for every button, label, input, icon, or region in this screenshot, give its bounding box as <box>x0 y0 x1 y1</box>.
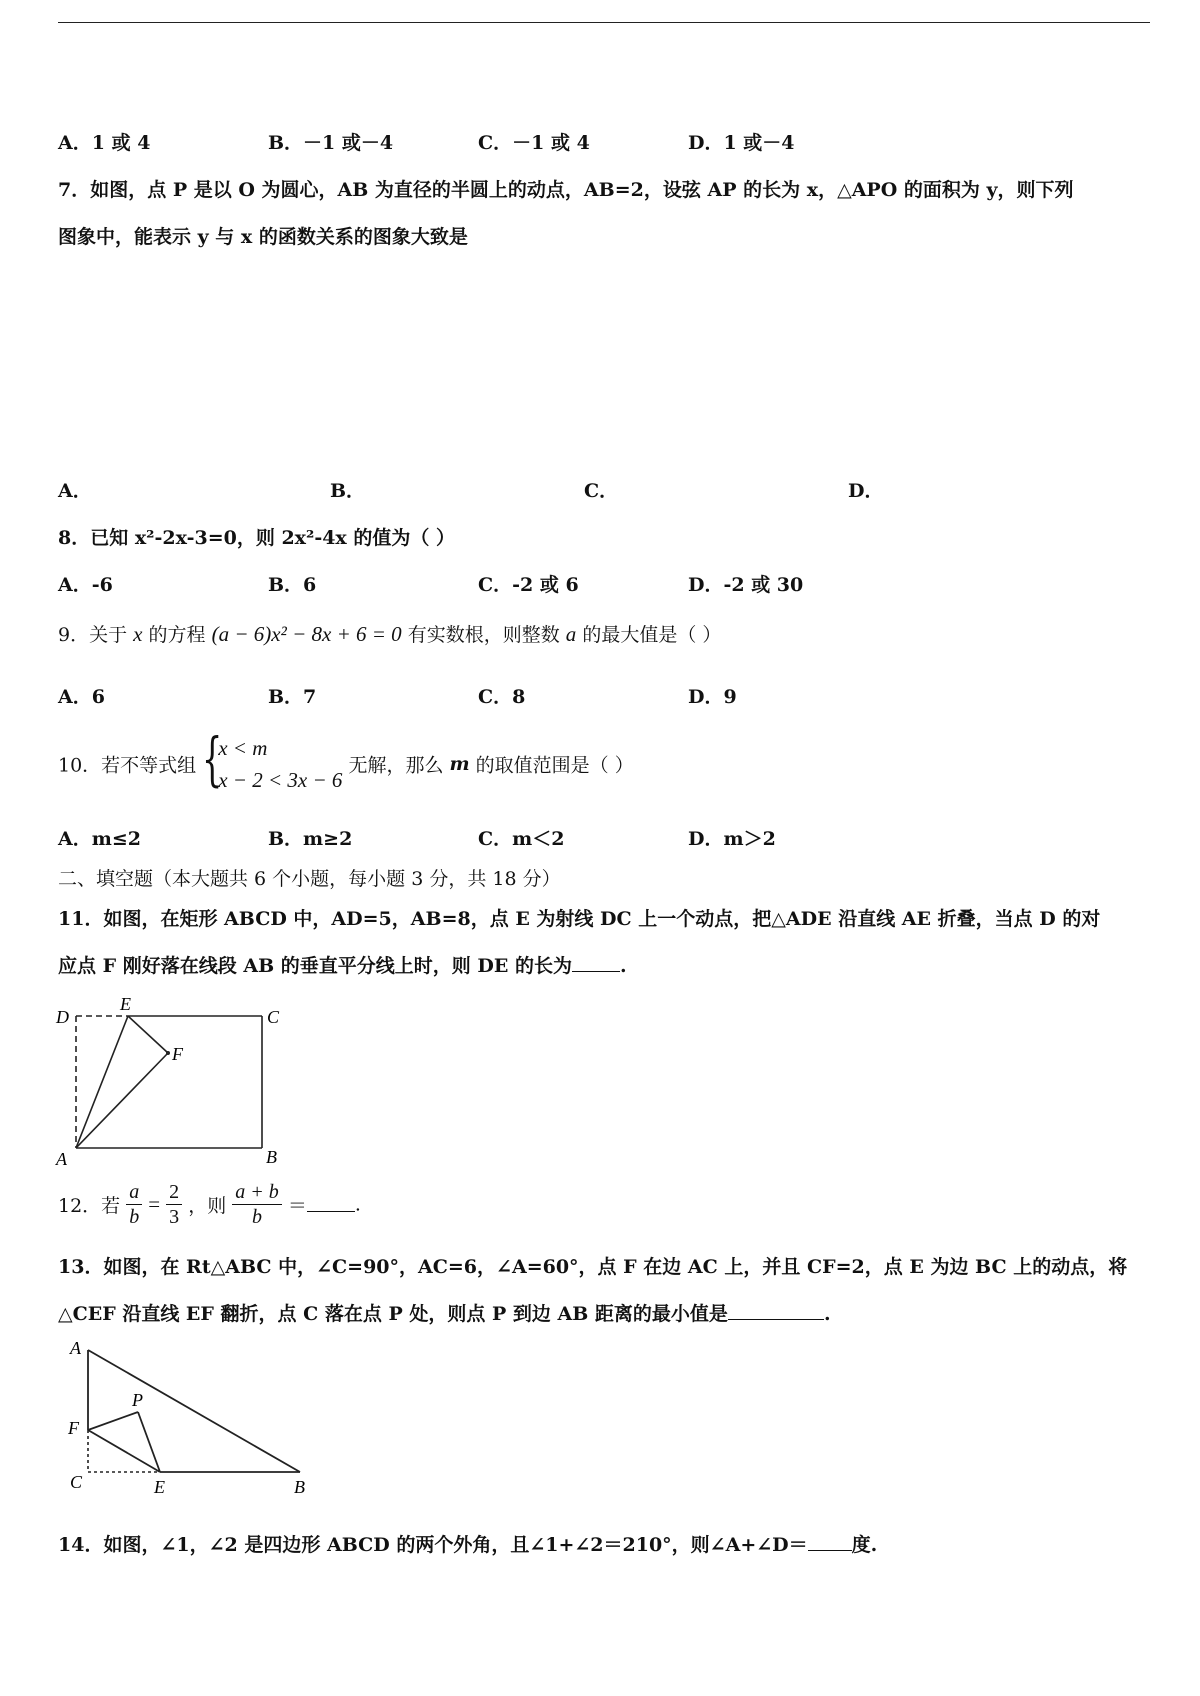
segment-ae <box>76 1016 128 1148</box>
segment-af <box>76 1053 168 1148</box>
q9-mid: 的方程 <box>148 624 206 646</box>
answer-blank <box>728 1305 824 1320</box>
q7-option-d: D． <box>848 480 884 502</box>
q11-rectangle-figure <box>52 995 292 1170</box>
segment-pe <box>138 1412 160 1472</box>
fraction-a-over-b <box>126 1180 142 1229</box>
section-title: 二、填空题（本大题共 6 个小题，每小题 3 分，共 18 分） <box>58 868 561 890</box>
label-f: F <box>68 1418 79 1438</box>
point-f <box>166 1051 170 1055</box>
q8-stem: 8．已知 x²-2x-3=0，则 2x²-4x 的值为（ ） <box>58 527 455 549</box>
q14-stem <box>58 1530 877 1557</box>
q9-option-b: B．7 <box>268 686 317 708</box>
label-c: C <box>267 1007 280 1027</box>
q13-end: . <box>823 1303 831 1325</box>
q10-option-c: C．m＜2 <box>478 828 565 850</box>
label-p: P <box>132 1390 143 1410</box>
q8-option-b: B．6 <box>268 574 317 596</box>
q9-stem <box>58 620 721 647</box>
q7-option-c: C． <box>584 480 619 502</box>
label-c: C <box>70 1472 83 1492</box>
inequality-system <box>202 725 343 796</box>
q9-option-d: D．9 <box>688 686 737 708</box>
q9-suffix: 的最大值是（ ） <box>582 624 722 646</box>
frac2-numerator: 2 <box>166 1180 182 1205</box>
q10-stem <box>58 725 634 796</box>
q9-equation: (a − 6)x² − 8x + 6 = 0 <box>211 622 402 646</box>
q13-stem-line2 <box>58 1299 831 1326</box>
q7-option-b: B． <box>330 480 366 502</box>
q8-option-d: D．-2 或 30 <box>688 574 804 596</box>
q10-suffix-b: 的取值范围是（ ） <box>475 754 634 777</box>
q11-line2-text: 应点 F 刚好落在线段 AB 的垂直平分线上时，则 DE 的长为 <box>58 955 572 977</box>
header-rule <box>58 22 1150 23</box>
q14-text: 14．如图，∠1，∠2 是四边形 ABCD 的两个外角，且∠1+∠2＝210°，则∠A+∠D＝ <box>58 1534 808 1556</box>
q9-option-c: C．8 <box>478 686 526 708</box>
q8-option-c: C．-2 或 6 <box>478 574 579 596</box>
q10-prefix: 10．若不等式组 <box>58 754 197 777</box>
q6-option-a: A．1 或 4 <box>58 132 151 154</box>
label-b: B <box>266 1147 277 1167</box>
label-d: D <box>56 1007 69 1027</box>
q9-var-x: x <box>133 622 143 646</box>
q11-end: . <box>619 955 627 977</box>
q9-var-a: a <box>565 622 577 646</box>
answer-blank <box>808 1536 852 1551</box>
q13-triangle-figure <box>60 1330 310 1510</box>
fraction-2-over-3 <box>166 1180 182 1229</box>
answer-blank <box>572 957 620 972</box>
segment-fe <box>88 1430 160 1472</box>
q6-option-d: D．1 或－4 <box>688 132 795 154</box>
q11-stem-line1: 11．如图，在矩形 ABCD 中，AD=5，AB=8，点 E 为射线 DC 上一个动点，把△ADE 沿直线 AE 折叠，当点 D 的对 <box>58 908 1101 930</box>
label-b: B <box>294 1477 305 1497</box>
frac1-numerator: a <box>126 1180 142 1205</box>
frac3-numerator: a + b <box>232 1180 282 1205</box>
q12-equals: = <box>148 1192 161 1216</box>
q7-stem-line2: 图象中，能表示 y 与 x 的函数关系的图象大致是 <box>58 226 468 248</box>
q10-inequality-2: x − 2 < 3x − 6 <box>218 768 343 792</box>
frac3-denominator: b <box>252 1206 263 1228</box>
label-f: F <box>172 1044 183 1064</box>
left-brace-icon: { <box>202 725 223 793</box>
frac1-denominator: b <box>129 1206 140 1228</box>
q8-option-a: A．-6 <box>58 574 113 596</box>
q12-stem <box>58 1180 361 1229</box>
segment-ef <box>128 1016 168 1053</box>
q7-stem-line1: 7．如图，点 P 是以 O 为圆心，AB 为直径的半圆上的动点，AB=2，设弦 AP 的长为 x，△APO 的面积为 y，则下列 <box>58 179 1074 201</box>
q10-inequality-1: x < m <box>218 736 268 760</box>
q14-end: 度. <box>851 1534 878 1556</box>
q11-stem-line2 <box>58 951 627 978</box>
q13-stem-line1: 13．如图，在 Rt△ABC 中，∠C=90°，AC=6，∠A=60°，点 F 在边 AC 上，并且 CF=2，点 E 为边 BC 上的动点，将 <box>58 1256 1128 1278</box>
q10-option-a: A．m≤2 <box>58 828 141 850</box>
q6-option-c: C．－1 或 4 <box>478 132 590 154</box>
q7-option-a: A． <box>58 480 92 502</box>
segment-fp <box>88 1412 138 1430</box>
segment-ab <box>88 1350 300 1472</box>
q9-option-a: A．6 <box>58 686 105 708</box>
q12-mid: ，则 <box>188 1195 227 1217</box>
q6-option-b: B．－1 或－4 <box>268 132 394 154</box>
q12-end: . <box>354 1193 361 1216</box>
label-e: E <box>154 1477 165 1497</box>
label-a: A <box>70 1338 81 1358</box>
q12-prefix: 12．若 <box>58 1195 121 1217</box>
answer-blank <box>307 1197 355 1212</box>
fraction-a-plus-b-over-b <box>232 1180 282 1229</box>
frac2-denominator: 3 <box>169 1206 180 1228</box>
label-e: E <box>120 995 131 1014</box>
q10-option-b: B．m≥2 <box>268 828 353 850</box>
q10-var-m: m <box>449 753 470 775</box>
q9-mid2: 有实数根，则整数 <box>407 624 560 646</box>
q10-suffix-a: 无解，那么 <box>348 754 444 777</box>
q9-prefix: 9．关于 <box>58 624 128 646</box>
label-a: A <box>56 1149 67 1169</box>
q13-line2-text: △CEF 沿直线 EF 翻折，点 C 落在点 P 处，则点 P 到边 AB 距离的最小值是 <box>58 1303 728 1325</box>
q10-option-d: D．m＞2 <box>688 828 776 850</box>
q12-equals2: ＝ <box>287 1195 307 1217</box>
